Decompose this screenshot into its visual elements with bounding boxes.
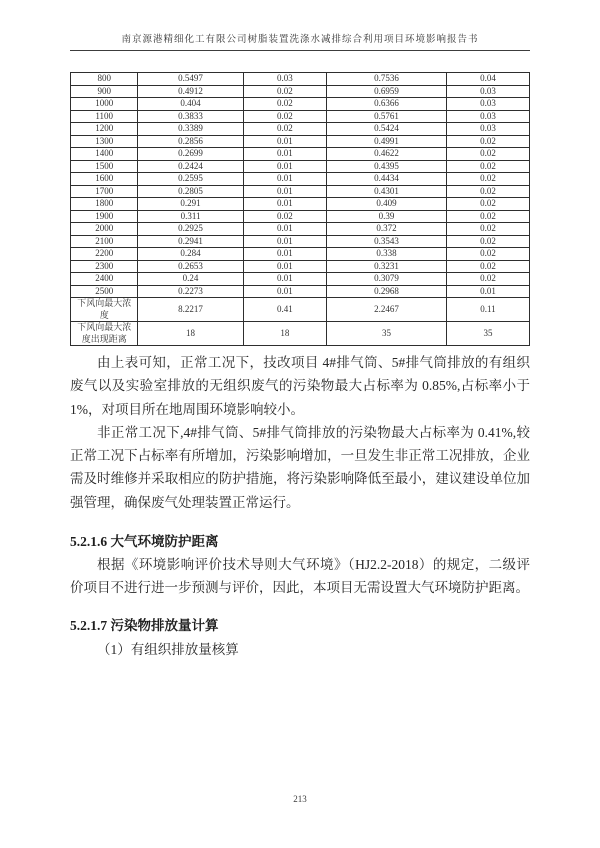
table-cell: 0.4395 <box>327 160 447 173</box>
table-cell: 0.11 <box>446 298 529 322</box>
table-cell: 0.04 <box>446 73 529 86</box>
table-cell: 0.02 <box>446 198 529 211</box>
table-cell: 0.02 <box>446 173 529 186</box>
table-row <box>71 260 530 273</box>
table-cell: 0.02 <box>446 248 529 261</box>
table-cell: 18 <box>138 322 243 346</box>
table-cell: 0.02 <box>243 110 327 123</box>
table-cell: 0.284 <box>138 248 243 261</box>
table-cell: 0.24 <box>138 273 243 286</box>
table-cell: 0.4301 <box>327 185 447 198</box>
table-row <box>71 98 530 111</box>
table-row <box>71 223 530 236</box>
table-row <box>71 173 530 186</box>
table-cell: 0.2699 <box>138 148 243 161</box>
table-cell: 0.01 <box>243 235 327 248</box>
table-cell: 0.02 <box>446 210 529 223</box>
table-cell: 0.01 <box>243 135 327 148</box>
table-cell: 0.03 <box>446 110 529 123</box>
table-row <box>71 198 530 211</box>
table-row <box>71 135 530 148</box>
content-area <box>70 0 530 661</box>
table-cell: 0.01 <box>243 248 327 261</box>
table-cell: 0.02 <box>446 273 529 286</box>
table-cell: 0.01 <box>243 160 327 173</box>
downwind-concentration-table <box>70 72 530 346</box>
table-cell: 0.5761 <box>327 110 447 123</box>
table-row <box>71 285 530 298</box>
paragraph-abnormal-condition: 非正常工况下,4#排气筒、5#排气筒排放的污染物最大占标率为 0.41%,较正常工况下占标率有所增加，污染影响增加，一旦发生非正常工况排放，企业需及时维修并采取相应的防护措施，将污染影响降低至最小，建议建设单位加强管理，确保废气处理装置正常运行。 <box>70 424 530 510</box>
document-header-title: 南京源港精细化工有限公司树脂装置洗涤水减排综合利用项目环境影响报告书 <box>121 35 479 45</box>
table-cell: 0.3389 <box>138 123 243 136</box>
table-cell: 0.39 <box>327 210 447 223</box>
table-cell: 0.6959 <box>327 85 447 98</box>
table-row <box>71 123 530 136</box>
table-row <box>71 210 530 223</box>
table-cell: 0.01 <box>243 148 327 161</box>
table-body <box>71 73 530 346</box>
table-cell: 0.02 <box>243 210 327 223</box>
table-cell: 800 <box>71 73 138 86</box>
table-cell: 0.4991 <box>327 135 447 148</box>
table-row <box>71 148 530 161</box>
table-cell: 1700 <box>71 185 138 198</box>
table-cell: 0.372 <box>327 223 447 236</box>
table-cell: 0.2805 <box>138 185 243 198</box>
table-cell: 0.41 <box>243 298 327 322</box>
heading-atmospheric-protection-distance: 5.2.1.6 大气环境防护距离 <box>70 534 219 550</box>
table-cell: 0.4912 <box>138 85 243 98</box>
table-row <box>71 110 530 123</box>
table-cell: 0.02 <box>446 260 529 273</box>
table-row <box>71 73 530 86</box>
table-cell: 0.2595 <box>138 173 243 186</box>
table-cell: 1100 <box>71 110 138 123</box>
table-row <box>71 322 530 346</box>
table-cell: 2.2467 <box>327 298 447 322</box>
table-row <box>71 248 530 261</box>
table-cell: 0.311 <box>138 210 243 223</box>
table-cell: 0.291 <box>138 198 243 211</box>
table-cell: 0.02 <box>243 85 327 98</box>
table-cell: 0.2424 <box>138 160 243 173</box>
table-cell: 1400 <box>71 148 138 161</box>
table-cell: 0.02 <box>446 223 529 236</box>
table-cell: 0.2968 <box>327 285 447 298</box>
page-number: 213 <box>293 794 307 804</box>
table-cell: 0.3833 <box>138 110 243 123</box>
table-cell: 0.3231 <box>327 260 447 273</box>
table-cell: 1800 <box>71 198 138 211</box>
table-cell: 0.2653 <box>138 260 243 273</box>
table-cell: 1900 <box>71 210 138 223</box>
table-cell: 2400 <box>71 273 138 286</box>
list-item-organized-emission: （1）有组织排放量核算 <box>97 641 239 657</box>
table-cell: 0.2925 <box>138 223 243 236</box>
table-row <box>71 235 530 248</box>
table-cell: 下风向最大浓度 <box>71 298 138 322</box>
table-cell: 1000 <box>71 98 138 111</box>
table-cell: 2100 <box>71 235 138 248</box>
table-cell: 0.01 <box>243 173 327 186</box>
body-text <box>70 351 530 661</box>
table-cell: 0.7536 <box>327 73 447 86</box>
table-row <box>71 85 530 98</box>
table-cell: 2300 <box>71 260 138 273</box>
table-cell: 35 <box>446 322 529 346</box>
table-cell: 1300 <box>71 135 138 148</box>
table-cell: 0.01 <box>243 185 327 198</box>
table-row <box>71 185 530 198</box>
table-row <box>71 273 530 286</box>
table-cell: 1500 <box>71 160 138 173</box>
table-cell: 0.01 <box>243 285 327 298</box>
table-cell: 0.4434 <box>327 173 447 186</box>
table-cell: 0.2273 <box>138 285 243 298</box>
table-cell: 0.01 <box>446 285 529 298</box>
table-cell: 0.6366 <box>327 98 447 111</box>
table-cell: 0.3079 <box>327 273 447 286</box>
table-cell: 0.5497 <box>138 73 243 86</box>
table-cell: 35 <box>327 322 447 346</box>
table-cell: 0.03 <box>243 73 327 86</box>
table-cell: 0.02 <box>446 160 529 173</box>
table-cell: 8.2217 <box>138 298 243 322</box>
paragraph-protection-distance: 根据《环境影响评价技术导则大气环境》（HJ2.2-2018）的规定，二级评价项目不进行进一步预测与评价，因此，本项目无需设置大气环境防护距离。 <box>70 557 530 596</box>
table-cell: 0.01 <box>243 273 327 286</box>
table-cell: 0.02 <box>243 123 327 136</box>
table-cell: 0.02 <box>446 148 529 161</box>
table-cell: 900 <box>71 85 138 98</box>
table-cell: 18 <box>243 322 327 346</box>
table-cell: 0.01 <box>243 223 327 236</box>
table-cell: 1600 <box>71 173 138 186</box>
paragraph-normal-condition: 由上表可知，正常工况下，技改项目 4#排气筒、5#排气筒排放的有组织废气以及实验室排放的无组织废气的污染物最大占标率为 0.85%,占标率小于 1%，对项目所在地周围环境影响较小。 <box>70 355 530 417</box>
table-cell: 0.02 <box>446 235 529 248</box>
table-cell: 0.03 <box>446 98 529 111</box>
table-cell: 0.2941 <box>138 235 243 248</box>
table-cell: 0.5424 <box>327 123 447 136</box>
table-cell: 下风向最大浓度出现距离 <box>71 322 138 346</box>
heading-pollutant-emission-calculation: 5.2.1.7 污染物排放量计算 <box>70 617 219 633</box>
table-cell: 0.409 <box>327 198 447 211</box>
table-cell: 2000 <box>71 223 138 236</box>
table-row <box>71 160 530 173</box>
table-cell: 0.01 <box>243 198 327 211</box>
table-cell: 0.02 <box>446 135 529 148</box>
table-cell: 0.4622 <box>327 148 447 161</box>
table-cell: 0.02 <box>243 98 327 111</box>
table-cell: 0.03 <box>446 123 529 136</box>
table-cell: 0.404 <box>138 98 243 111</box>
table-cell: 0.338 <box>327 248 447 261</box>
page-header <box>70 0 530 51</box>
table-cell: 0.02 <box>446 185 529 198</box>
table-cell: 2500 <box>71 285 138 298</box>
table-cell: 0.2856 <box>138 135 243 148</box>
table-cell: 1200 <box>71 123 138 136</box>
table-cell: 2200 <box>71 248 138 261</box>
table-cell: 0.03 <box>446 85 529 98</box>
table-row <box>71 298 530 322</box>
table-cell: 0.3543 <box>327 235 447 248</box>
table-cell: 0.01 <box>243 260 327 273</box>
